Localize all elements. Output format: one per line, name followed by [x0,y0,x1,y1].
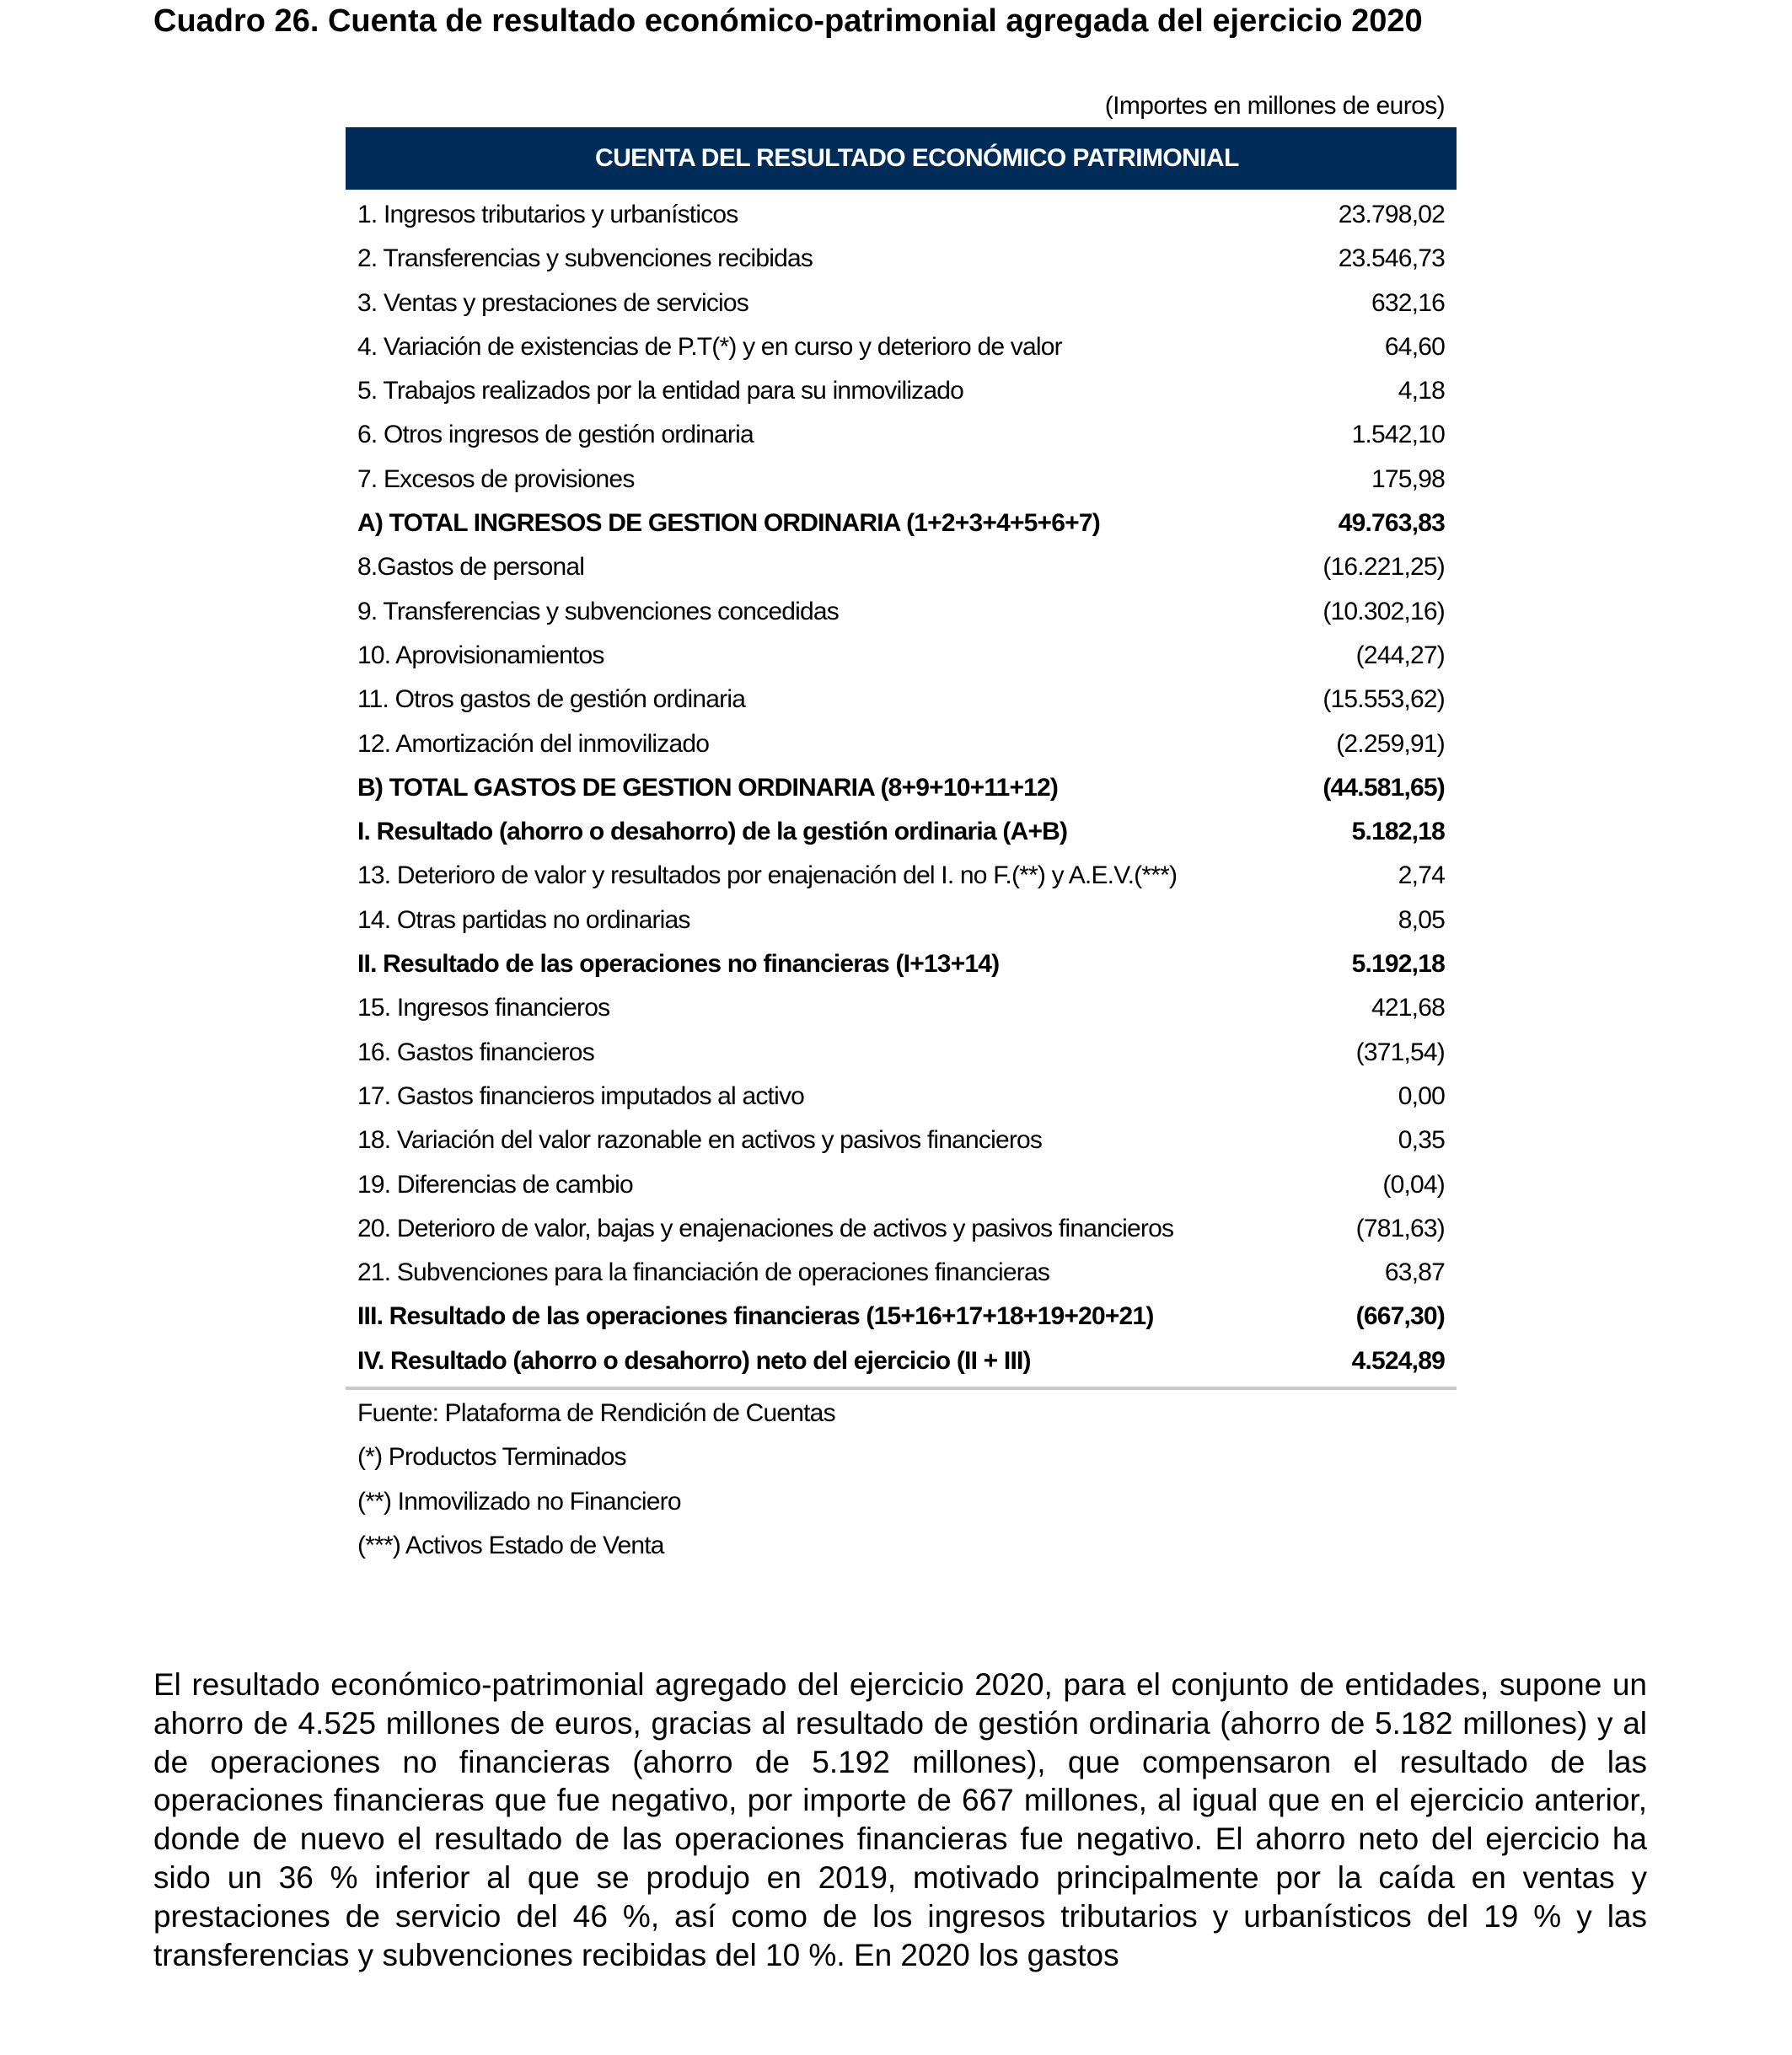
row-value: 4,18 [1398,377,1445,405]
row-value: 421,68 [1371,994,1445,1022]
row-value: (16.221,25) [1323,553,1445,582]
table-body [346,193,1457,1383]
row-value: (0,04) [1382,1170,1445,1199]
row-value: 49.763,83 [1338,509,1445,538]
row-label: 9. Transferencias y subvenciones concedidas [357,597,839,625]
row-label: 13. Deterioro de valor y resultados por enajenación del I. no F.(**) y A.E.V.(***) [357,861,1178,890]
table-row [346,1031,1457,1075]
row-value: 8,05 [1398,905,1445,934]
row-value: (371,54) [1355,1038,1445,1066]
table-row [346,193,1457,237]
row-label: 20. Deterioro de valor, bajas y enajenaciones de activos y pasivos financieros [357,1214,1174,1242]
table-total-row [346,1295,1457,1339]
row-value: (44.581,65) [1323,773,1445,802]
row-value: 63,87 [1384,1258,1445,1287]
row-value: (244,27) [1355,641,1445,669]
row-label: 4. Variación de existencias de P.T(*) y en curso y deterioro de valor [357,332,1062,361]
row-value: 64,60 [1384,332,1445,361]
row-label: 3. Ventas y prestaciones de servicios [357,288,748,317]
body-paragraph: El resultado económico-patrimonial agregado del ejercicio 2020, para el conjunto de entidades, supone un ahorro de 4.525 millones de euros, gracias al resultado de gestión ordinaria (ahorro de 5.182 millones) y al de operaciones no financieras (ahorro de 5.192 millones), que compensaron el resultado de las operaciones financieras que fue negativo, por importe de 667 millones, al igual que en el ejercicio anterior, donde de nuevo el resultado de las operaciones financieras fue negativo. El ahorro neto del ejercicio ha sido un 36 % inferior al que se produjo en 2019, motivado principalmente por la caída en ventas y prestaciones de servicio del 46 %, así como de los ingresos tributarios y urbanísticos del 19 % y las transferencias y subvenciones recibidas del 10 %. En 2020 los gastos [153,1667,1647,1972]
row-value: (781,63) [1355,1214,1445,1242]
table-note: (**) Inmovilizado no Financiero [357,1487,681,1516]
row-label: 2. Transferencias y subvenciones recibidas [357,244,813,273]
row-label: B) TOTAL GASTOS DE GESTION ORDINARIA (8+9+10+11+12) [357,773,1059,802]
table-total-row [346,810,1457,854]
results-table [346,88,1457,1568]
table-total-row [346,766,1457,810]
table-row [346,413,1457,457]
row-value: 2,74 [1398,861,1445,890]
row-value: 0,00 [1398,1081,1445,1110]
table-row [346,1119,1457,1162]
table-row [346,1251,1457,1295]
row-label: 21. Subvenciones para la financiación de operaciones financieras [357,1258,1050,1287]
row-value: 4.524,89 [1351,1346,1445,1375]
row-label: 6. Otros ingresos de gestión ordinaria [357,421,754,449]
row-label: 17. Gastos financieros imputados al activo [357,1081,805,1110]
table-row [346,325,1457,369]
table-row [346,237,1457,281]
row-label: 7. Excesos de provisiones [357,464,635,493]
row-label: II. Resultado de las operaciones no financieras (I+13+14) [357,950,1000,979]
row-value: 1.542,10 [1351,421,1445,449]
table-row [346,854,1457,898]
table-row [346,634,1457,678]
row-value: (15.553,62) [1323,685,1445,714]
table-note: (***) Activos Estado de Venta [357,1531,664,1559]
table-row [346,722,1457,766]
table-row [346,899,1457,942]
row-label: 14. Otras partidas no ordinarias [357,905,690,934]
table-note: Fuente: Plataforma de Rendición de Cuentas [357,1399,835,1428]
table-row [346,282,1457,325]
row-value: (10.302,16) [1323,597,1445,625]
row-label: 18. Variación del valor razonable en activos y pasivos financieros [357,1126,1043,1155]
row-label: 10. Aprovisionamientos [357,641,604,669]
table-total-row [346,502,1457,545]
row-label: A) TOTAL INGRESOS DE GESTION ORDINARIA (1+2+3+4+5+6+7) [357,509,1100,538]
row-label: III. Resultado de las operaciones financieras (15+16+17+18+19+20+21) [357,1302,1154,1331]
row-label: IV. Resultado (ahorro o desahorro) neto del ejercicio (II + III) [357,1346,1031,1375]
row-value: 5.192,18 [1351,950,1445,979]
row-label: 5. Trabajos realizados por la entidad para su inmovilizado [357,377,964,405]
table-bottom-rule [346,1387,1457,1390]
table-note: (*) Productos Terminados [357,1443,626,1472]
row-value: (667,30) [1355,1302,1445,1331]
table-row [346,458,1457,502]
row-value: 0,35 [1398,1126,1445,1155]
table-row [346,678,1457,722]
table-row [346,1163,1457,1207]
row-value: (2.259,91) [1336,729,1445,758]
row-value: 175,98 [1371,464,1445,493]
table-notes [346,1392,1457,1568]
table-row [346,545,1457,589]
page-title: Cuadro 26. Cuenta de resultado económico-patrimonial agregada del ejercicio 2020 [153,3,1423,39]
table-total-row [346,1339,1457,1383]
row-label: I. Resultado (ahorro o desahorro) de la gestión ordinaria (A+B) [357,818,1068,846]
table-row [346,369,1457,413]
table-row [346,590,1457,634]
table-total-row [346,942,1457,986]
row-label: 16. Gastos financieros [357,1038,594,1066]
row-label: 15. Ingresos financieros [357,994,610,1022]
table-row [346,986,1457,1030]
row-value: 632,16 [1371,288,1445,317]
row-label: 1. Ingresos tributarios y urbanísticos [357,201,738,228]
table-row [346,1075,1457,1119]
units-note: (Importes en millones de euros) [1104,92,1445,120]
row-label: 12. Amortización del inmovilizado [357,729,710,758]
row-label: 19. Diferencias de cambio [357,1170,633,1199]
row-value: 23.798,02 [1338,201,1445,228]
row-label: 8.Gastos de personal [357,553,585,582]
table-row [346,1207,1457,1251]
row-value: 5.182,18 [1351,818,1445,846]
row-label: 11. Otros gastos de gestión ordinaria [357,685,746,714]
table-header: CUENTA DEL RESULTADO ECONÓMICO PATRIMONIAL [346,127,1457,190]
row-value: 23.546,73 [1338,244,1445,273]
